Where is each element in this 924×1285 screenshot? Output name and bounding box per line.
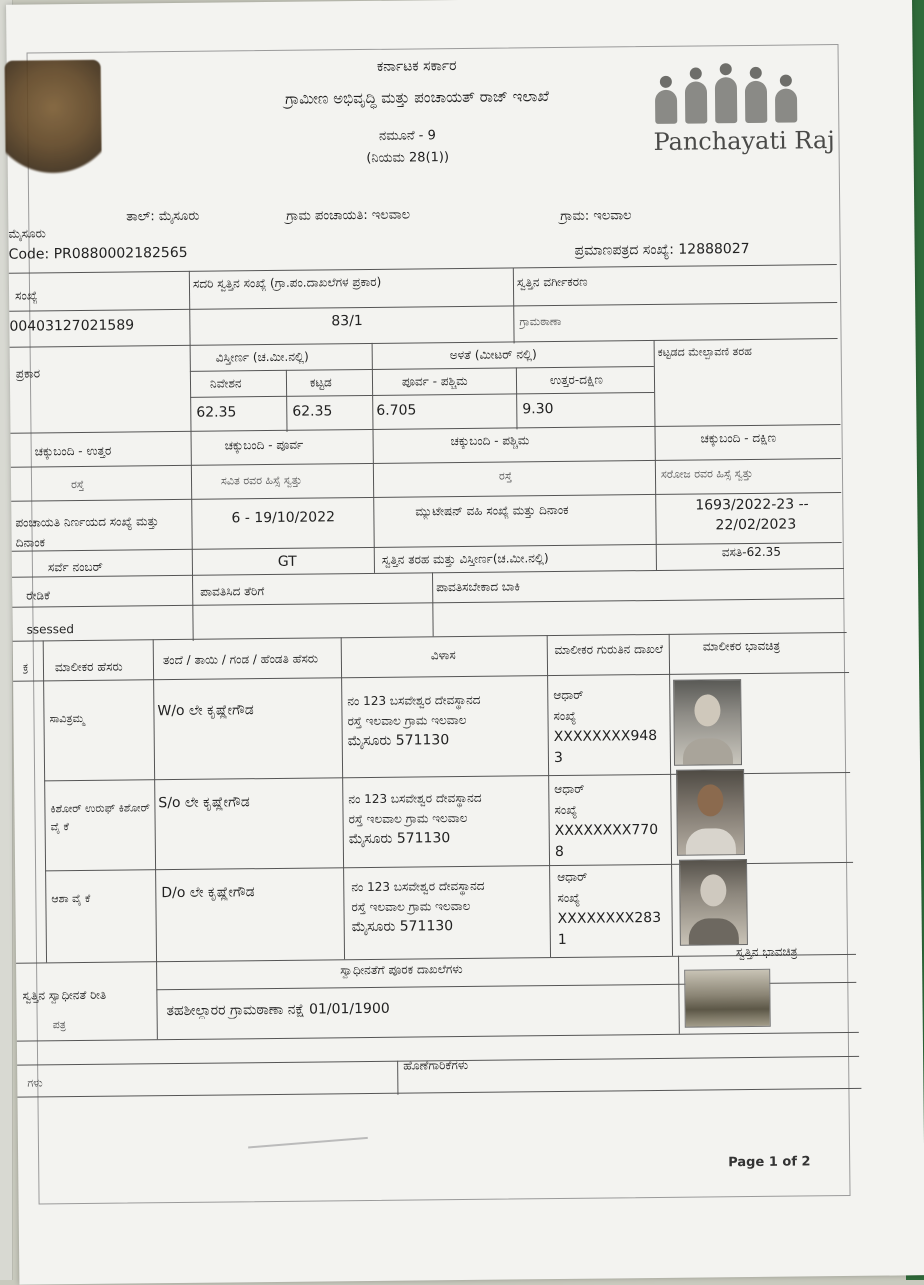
label-possession: ಸ್ವತ್ತಿನ ಸ್ವಾಧೀನತೆ ರೀತಿ <box>22 987 107 1003</box>
label-resolution: ಪಂಚಾಯತಿ ನಿರ್ಣಯದ ಸಂಖ್ಯೆ ಮತ್ತು ದಿನಾಂಕ <box>15 514 159 550</box>
label-owner-photo: ಮಾಲೀಕರ ಭಾವಚಿತ್ರ <box>702 638 781 654</box>
owner-3-id-number-end: 1 <box>557 931 567 949</box>
label-tax-paid: ಪಾವತಿಸಿದ ತೆರಿಗೆ <box>200 584 265 599</box>
label-liabilities: ಹೊಣೆಗಾರಿಕೆಗಳು <box>403 1057 469 1073</box>
owner-3-id <box>557 866 661 951</box>
owner-2-name: ಕಿಶೋರ್ ಉರುಫ್ ಕಿಶೋರ್ ವೈ ಕೆ <box>50 801 150 834</box>
possession-left-partial: ಪತ್ರ <box>52 1018 67 1032</box>
boundary-east: ಸವಿತ ರವರ ಹಿಸ್ಸೆ ಸ್ವತ್ತು <box>220 473 303 488</box>
label-property-photo: ಸ್ವತ್ತಿನ ಭಾವಚಿತ್ರ <box>735 944 798 960</box>
owner-1-shoulders <box>683 738 733 765</box>
label-id-doc: ಮಾಲೀಕರ ಗುರುತಿನ ದಾಖಲೆ <box>554 641 664 658</box>
owner-1-address-line1: ನಂ 123 ಬಸವೇಶ್ವರ ದೇವಸ್ಥಾನದ <box>347 692 481 709</box>
owner-1-address <box>347 690 481 751</box>
owner-3-address-line1: ನಂ 123 ಬಸವೇಶ್ವರ ದೇವಸ್ಥಾನದ <box>351 878 485 895</box>
panchayati-raj-logo-icon <box>651 62 802 124</box>
label-tax-balance: ಪಾವತಿಸಬೇಕಾದ ಬಾಕಿ <box>436 579 520 595</box>
label-building: ಕಟ್ಟಡ <box>309 375 332 390</box>
owner-1-face <box>694 694 720 726</box>
property-code: Code: PR0880002182565 <box>8 244 188 263</box>
mutation-value-line2: 22/02/2023 <box>715 516 797 534</box>
owner-1-id-number-end: 3 <box>553 749 563 767</box>
form-number: ನಮೂನೆ - 9 <box>378 128 436 144</box>
property-id: 00403127021589 <box>9 317 135 335</box>
owner-1-id-type: ಆಧಾರ್ <box>553 687 584 703</box>
label-site: ನಿವೇಶನ <box>209 376 242 391</box>
boundary-south: ಸರೋಜ ರವರ ಹಿಸ್ಸೆ ಸ್ವತ್ತು <box>660 466 753 481</box>
label-address: ವಿಳಾಸ <box>430 648 456 663</box>
north-south-dimension: 9.30 <box>522 401 554 418</box>
building-area: 62.35 <box>292 403 333 420</box>
owner-3-address <box>351 876 485 937</box>
village: ಗ್ರಾಮ: ಇಲವಾಲ <box>560 208 632 224</box>
liabilities-left-partial: ಗಳು <box>27 1076 43 1090</box>
label-boundary-south: ಚಕ್ಕುಬಂದಿ - ದಕ್ಷಿಣ <box>700 430 777 446</box>
owner-2-id-number: XXXXXXXX770 <box>554 821 659 840</box>
label-possession-docs: ಸ್ವಾಧೀನತೆಗೆ ಪೂರಕ ದಾಖಲೆಗಳು <box>340 962 463 978</box>
karnataka-emblem-icon <box>5 60 102 179</box>
label-number: ಸಂಖ್ಯೆ <box>14 288 38 303</box>
label-property-no: ಸದರಿ ಸ್ವತ್ತಿನ ಸಂಖ್ಯೆ (ಗ್ರಾ.ಪಂ.ದಾಖಲೆಗಳ ಪ್ರಕಾರ) <box>192 274 382 291</box>
owner-1-id <box>553 684 657 769</box>
owner-2-photo <box>676 769 745 856</box>
label-area: ವಿಸ್ತೀರ್ಣ (ಚ.ಮೀ.ನಲ್ಲಿ) <box>215 349 309 365</box>
rule-reference: (ನಿಯಮ 28(1)) <box>366 150 450 166</box>
label-boundary-east: ಚಕ್ಕುಬಂದಿ - ಪೂರ್ವ <box>224 437 304 453</box>
owner-1-address-line3: ಮೈಸೂರು 571130 <box>347 732 450 750</box>
owner-3-shoulders <box>689 918 739 945</box>
owner-1-address-line2: ರಸ್ತೆ ಇಲವಾಲ ಗ್ರಾಮ ಇಲವಾಲ <box>347 712 467 729</box>
owner-2-address <box>348 788 482 849</box>
owner-3-name: ಆಶಾ ವೈ ಕೆ <box>51 891 91 906</box>
owner-2-address-line3: ಮೈಸೂರು 571130 <box>348 830 451 848</box>
gram-panchayat: ಗ್ರಾಮ ಪಂಚಾಯತಿ: ಇಲವಾಲ <box>286 207 411 224</box>
taluk: ತಾಲ್: ಮೈಸೂರು <box>126 208 200 225</box>
owner-2-id-type: ಆಧಾರ್ <box>554 781 585 797</box>
type-area-value: ವಸತಿ-62.35 <box>721 544 781 560</box>
district-partial: ಮೈಸೂರು <box>8 226 46 241</box>
owner-3-id-number: XXXXXXXX283 <box>557 909 662 928</box>
certificate-number: ಪ್ರಮಾಣಪತ್ರದ ಸಂಖ್ಯೆ: 12888027 <box>574 240 750 259</box>
owner-3-photo <box>679 859 748 946</box>
east-west-dimension: 6.705 <box>376 402 417 419</box>
owner-3-relation: D/o ಲೇ ಕೃಷ್ಣೇಗೌಡ <box>161 884 255 902</box>
possession-document: ತಹಶೀಲ್ದಾರರ ಗ್ರಾಮಠಾಣಾ ನಕ್ಷೆ 01/01/1900 <box>166 1000 390 1020</box>
dept-title: ಗ್ರಾಮೀಣ ಅಭಿವೃದ್ಧಿ ಮತ್ತು ಪಂಚಾಯತ್ ರಾಜ್ ಇಲಾಖೆ <box>285 87 550 108</box>
property-classification: ಗ್ರಾಮಠಾಣಾ <box>519 314 562 329</box>
property-photo <box>684 969 771 1028</box>
owner-2-id <box>554 778 658 863</box>
assessed-partial: ssessed <box>26 622 75 637</box>
resolution-value: 6 - 19/10/2022 <box>231 509 336 527</box>
page-number: Page 1 of 2 <box>728 1154 811 1171</box>
label-type-area: ಸ್ವತ್ತಿನ ತರಹ ಮತ್ತು ವಿಸ್ತೀರ್ಣ(ಚ.ಮೀ.ನಲ್ಲಿ) <box>381 551 549 567</box>
label-type: ಪ್ರಕಾರ <box>15 366 41 381</box>
owner-1-photo <box>673 679 742 766</box>
govt-title: ಕರ್ನಾಟಕ ಸರ್ಕಾರ <box>376 58 457 75</box>
label-boundary-north: ಚಕ್ಕುಬಂದಿ - ಉತ್ತರ <box>34 443 112 459</box>
mutation-value-line1: 1693/2022-23 -- <box>695 496 809 514</box>
label-dimensions: ಅಳತೆ (ಮೀಟರ್ ನಲ್ಲಿ) <box>449 347 537 363</box>
label-east-west: ಪೂರ್ವ - ಪಶ್ಚಿಮ <box>401 373 468 389</box>
label-north-south: ಉತ್ತರ-ದಕ್ಷಿಣ <box>549 372 603 388</box>
owner-3-address-line3: ಮೈಸೂರು 571130 <box>351 918 454 936</box>
owner-3-id-label: ಸಂಖ್ಯೆ <box>557 890 581 906</box>
owner-2-address-line1: ನಂ 123 ಬಸವೇಶ್ವರ ದೇವಸ್ಥಾನದ <box>348 790 482 807</box>
owner-1-id-label: ಸಂಖ್ಯೆ <box>553 708 577 724</box>
owner-3-face <box>700 874 726 906</box>
owner-1-id-number: XXXXXXXX948 <box>553 727 658 746</box>
label-roof-type: ಕಟ್ಟಡದ ಮೇಲ್ಛಾವಣಿ ತರಹ <box>657 344 752 359</box>
label-serial: ಕ್ರ <box>22 660 29 674</box>
boundary-north: ರಸ್ತೆ <box>70 477 85 492</box>
label-relation: ತಂದೆ / ತಾಯಿ / ಗಂಡ / ಹೆಂಡತಿ ಹೆಸರು <box>162 651 319 668</box>
property-number: 83/1 <box>331 313 363 330</box>
owner-1-relation: W/o ಲೇ ಕೃಷ್ಣೇಗೌಡ <box>157 702 254 720</box>
owner-3-address-line2: ರಸ್ತೆ ಇಲವಾಲ ಗ್ರಾಮ ಇಲವಾಲ <box>351 898 471 915</box>
label-demand: ರೇಡಿಕೆ <box>26 588 51 603</box>
document-sheet <box>6 0 924 1285</box>
label-owner-name: ಮಾಲೀಕರ ಹೆಸರು <box>54 659 123 675</box>
owner-2-address-line2: ರಸ್ತೆ ಇಲವಾಲ ಗ್ರಾಮ ಇಲವಾಲ <box>348 810 468 827</box>
panchayati-raj-brand: Panchayati Raj <box>653 126 835 156</box>
owner-2-face <box>697 784 723 816</box>
owner-2-relation: S/o ಲೇ ಕೃಷ್ಣೇಗೌಡ <box>158 794 250 812</box>
boundary-west: ರಸ್ತೆ <box>498 469 513 483</box>
site-area: 62.35 <box>196 404 237 421</box>
owner-2-id-number-end: 8 <box>554 843 564 861</box>
owner-2-id-label: ಸಂಖ್ಯೆ <box>554 802 578 818</box>
owner-2-shoulders <box>686 828 736 855</box>
label-boundary-west: ಚಕ್ಕುಬಂದಿ - ಪಶ್ಚಿಮ <box>450 433 530 449</box>
owner-1-name: ಸಾವಿತ್ರಮ್ಮ <box>49 711 85 726</box>
survey-number: GT <box>277 553 297 570</box>
label-mutation: ಮ್ಯುಟೇಷನ್ ವಹಿ ಸಂಖ್ಯೆ ಮತ್ತು ದಿನಾಂಕ <box>415 502 569 519</box>
label-survey: ಸರ್ವೆ ನಂಬರ್ <box>47 559 103 575</box>
label-classification: ಸ್ವತ್ತಿನ ವರ್ಗೀಕರಣ <box>516 274 588 290</box>
owner-3-id-type: ಆಧಾರ್ <box>557 869 588 885</box>
